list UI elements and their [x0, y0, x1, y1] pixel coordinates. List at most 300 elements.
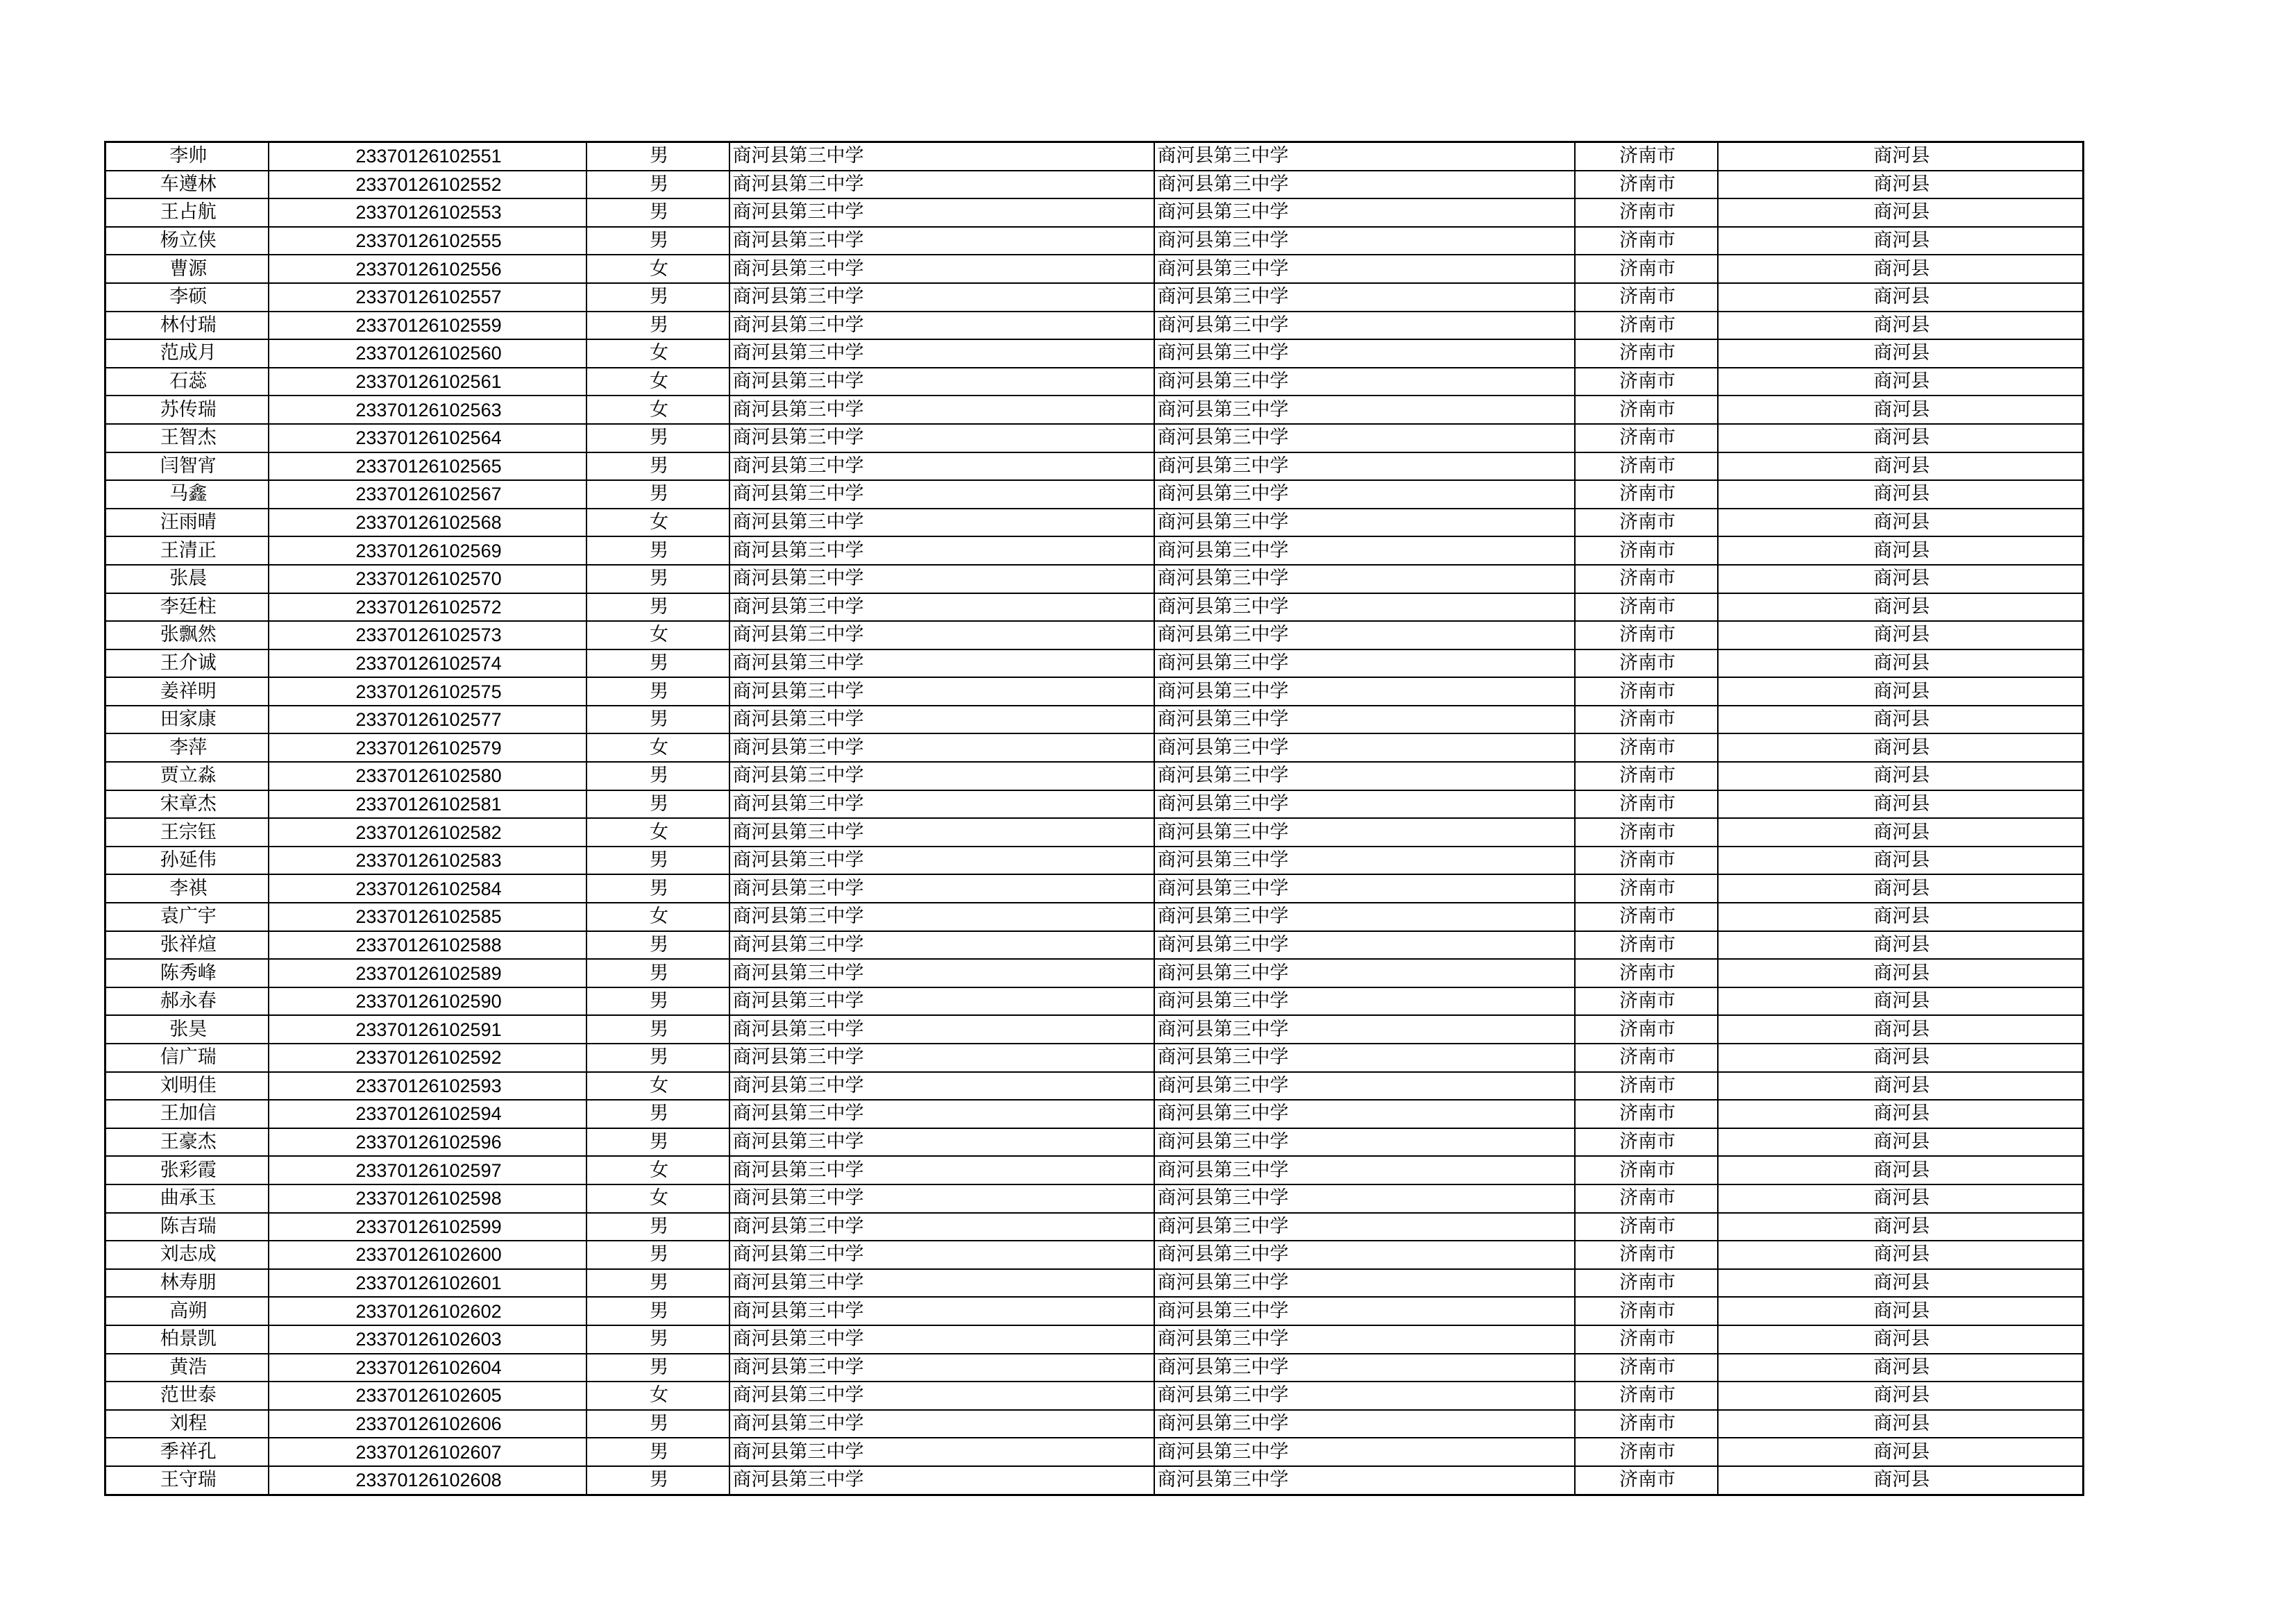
county-cell: 商河县	[1718, 874, 2084, 903]
roster-table	[104, 141, 2084, 1496]
city-cell: 济南市	[1575, 1156, 1718, 1184]
school-cell: 商河县第三中学	[729, 1297, 1154, 1325]
city-cell: 济南市	[1575, 565, 1718, 593]
school-cell: 商河县第三中学	[729, 1184, 1154, 1213]
exam-site-cell: 商河县第三中学	[1154, 959, 1575, 987]
student-name-cell: 张彩霞	[105, 1156, 269, 1184]
county-cell: 商河县	[1718, 959, 2084, 987]
exam-number-cell: 23370126102588	[269, 931, 586, 960]
city-cell: 济南市	[1575, 1213, 1718, 1241]
gender-cell: 男	[586, 649, 729, 678]
exam-number-cell: 23370126102559	[269, 312, 586, 340]
exam-number-cell: 23370126102601	[269, 1269, 586, 1298]
exam-number-cell: 23370126102575	[269, 677, 586, 706]
county-cell: 商河县	[1718, 593, 2084, 622]
exam-site-cell: 商河县第三中学	[1154, 424, 1575, 452]
table-row	[105, 790, 2084, 819]
exam-site-cell: 商河县第三中学	[1154, 396, 1575, 424]
exam-site-cell: 商河县第三中学	[1154, 1241, 1575, 1269]
exam-site-cell: 商河县第三中学	[1154, 255, 1575, 283]
school-cell: 商河县第三中学	[729, 818, 1154, 847]
table-row	[105, 903, 2084, 931]
exam-site-cell: 商河县第三中学	[1154, 227, 1575, 255]
student-name-cell: 李硕	[105, 283, 269, 312]
student-name-cell: 曲承玉	[105, 1184, 269, 1213]
exam-number-cell: 23370126102589	[269, 959, 586, 987]
gender-cell: 男	[586, 959, 729, 987]
county-cell: 商河县	[1718, 1241, 2084, 1269]
table-row	[105, 649, 2084, 678]
exam-number-cell: 23370126102599	[269, 1213, 586, 1241]
school-cell: 商河县第三中学	[729, 1100, 1154, 1128]
gender-cell: 男	[586, 312, 729, 340]
gender-cell: 男	[586, 452, 729, 481]
gender-cell: 女	[586, 339, 729, 368]
county-cell: 商河县	[1718, 1128, 2084, 1157]
table-row	[105, 480, 2084, 509]
county-cell: 商河县	[1718, 1015, 2084, 1044]
student-name-cell: 孙延伟	[105, 847, 269, 875]
gender-cell: 男	[586, 931, 729, 960]
school-cell: 商河县第三中学	[729, 339, 1154, 368]
city-cell: 济南市	[1575, 903, 1718, 931]
table-row	[105, 874, 2084, 903]
city-cell: 济南市	[1575, 706, 1718, 734]
county-cell: 商河县	[1718, 536, 2084, 565]
city-cell: 济南市	[1575, 227, 1718, 255]
county-cell: 商河县	[1718, 1044, 2084, 1072]
exam-site-cell: 商河县第三中学	[1154, 649, 1575, 678]
exam-number-cell: 23370126102581	[269, 790, 586, 819]
exam-number-cell: 23370126102567	[269, 480, 586, 509]
table-row	[105, 733, 2084, 762]
city-cell: 济南市	[1575, 1072, 1718, 1101]
exam-number-cell: 23370126102552	[269, 171, 586, 199]
exam-number-cell: 23370126102577	[269, 706, 586, 734]
student-name-cell: 汪雨晴	[105, 509, 269, 537]
student-name-cell: 石蕊	[105, 368, 269, 396]
school-cell: 商河县第三中学	[729, 198, 1154, 227]
exam-number-cell: 23370126102570	[269, 565, 586, 593]
exam-number-cell: 23370126102592	[269, 1044, 586, 1072]
exam-site-cell: 商河县第三中学	[1154, 1438, 1575, 1466]
city-cell: 济南市	[1575, 424, 1718, 452]
exam-site-cell: 商河县第三中学	[1154, 142, 1575, 171]
exam-site-cell: 商河县第三中学	[1154, 931, 1575, 960]
exam-number-cell: 23370126102573	[269, 621, 586, 649]
county-cell: 商河县	[1718, 283, 2084, 312]
exam-site-cell: 商河县第三中学	[1154, 677, 1575, 706]
exam-site-cell: 商河县第三中学	[1154, 312, 1575, 340]
exam-site-cell: 商河县第三中学	[1154, 706, 1575, 734]
school-cell: 商河县第三中学	[729, 762, 1154, 790]
county-cell: 商河县	[1718, 1184, 2084, 1213]
city-cell: 济南市	[1575, 1015, 1718, 1044]
exam-site-cell: 商河县第三中学	[1154, 733, 1575, 762]
school-cell: 商河县第三中学	[729, 227, 1154, 255]
exam-site-cell: 商河县第三中学	[1154, 874, 1575, 903]
gender-cell: 男	[586, 227, 729, 255]
exam-number-cell: 23370126102584	[269, 874, 586, 903]
student-name-cell: 李萍	[105, 733, 269, 762]
gender-cell: 男	[586, 1297, 729, 1325]
county-cell: 商河县	[1718, 424, 2084, 452]
school-cell: 商河县第三中学	[729, 847, 1154, 875]
roster-table-body	[105, 142, 2084, 1495]
city-cell: 济南市	[1575, 1241, 1718, 1269]
student-name-cell: 王守瑞	[105, 1466, 269, 1495]
school-cell: 商河县第三中学	[729, 1213, 1154, 1241]
exam-number-cell: 23370126102604	[269, 1354, 586, 1382]
city-cell: 济南市	[1575, 931, 1718, 960]
exam-site-cell: 商河县第三中学	[1154, 1297, 1575, 1325]
school-cell: 商河县第三中学	[729, 1410, 1154, 1438]
student-name-cell: 林寿朋	[105, 1269, 269, 1298]
school-cell: 商河县第三中学	[729, 790, 1154, 819]
exam-site-cell: 商河县第三中学	[1154, 368, 1575, 396]
gender-cell: 男	[586, 790, 729, 819]
gender-cell: 女	[586, 1156, 729, 1184]
student-name-cell: 姜祥明	[105, 677, 269, 706]
school-cell: 商河县第三中学	[729, 480, 1154, 509]
school-cell: 商河县第三中学	[729, 1354, 1154, 1382]
table-row	[105, 312, 2084, 340]
exam-number-cell: 23370126102582	[269, 818, 586, 847]
gender-cell: 男	[586, 1213, 729, 1241]
school-cell: 商河县第三中学	[729, 396, 1154, 424]
school-cell: 商河县第三中学	[729, 1072, 1154, 1101]
gender-cell: 男	[586, 1354, 729, 1382]
table-row	[105, 931, 2084, 960]
exam-number-cell: 23370126102596	[269, 1128, 586, 1157]
gender-cell: 女	[586, 1184, 729, 1213]
county-cell: 商河县	[1718, 1269, 2084, 1298]
gender-cell: 女	[586, 903, 729, 931]
student-name-cell: 刘程	[105, 1410, 269, 1438]
table-row	[105, 1015, 2084, 1044]
gender-cell: 男	[586, 424, 729, 452]
student-name-cell: 李祺	[105, 874, 269, 903]
table-row	[105, 452, 2084, 481]
county-cell: 商河县	[1718, 198, 2084, 227]
county-cell: 商河县	[1718, 1438, 2084, 1466]
city-cell: 济南市	[1575, 1128, 1718, 1157]
table-row	[105, 677, 2084, 706]
table-row	[105, 255, 2084, 283]
school-cell: 商河县第三中学	[729, 1128, 1154, 1157]
school-cell: 商河县第三中学	[729, 283, 1154, 312]
exam-site-cell: 商河县第三中学	[1154, 762, 1575, 790]
county-cell: 商河县	[1718, 1213, 2084, 1241]
city-cell: 济南市	[1575, 1269, 1718, 1298]
table-row	[105, 1184, 2084, 1213]
school-cell: 商河县第三中学	[729, 593, 1154, 622]
student-name-cell: 李帅	[105, 142, 269, 171]
county-cell: 商河县	[1718, 480, 2084, 509]
school-cell: 商河县第三中学	[729, 452, 1154, 481]
school-cell: 商河县第三中学	[729, 312, 1154, 340]
exam-number-cell: 23370126102561	[269, 368, 586, 396]
gender-cell: 男	[586, 565, 729, 593]
student-name-cell: 王介诚	[105, 649, 269, 678]
table-row	[105, 1325, 2084, 1354]
table-row	[105, 621, 2084, 649]
student-name-cell: 苏传瑞	[105, 396, 269, 424]
county-cell: 商河县	[1718, 171, 2084, 199]
school-cell: 商河县第三中学	[729, 677, 1154, 706]
student-name-cell: 曹源	[105, 255, 269, 283]
exam-site-cell: 商河县第三中学	[1154, 480, 1575, 509]
exam-site-cell: 商河县第三中学	[1154, 1269, 1575, 1298]
county-cell: 商河县	[1718, 733, 2084, 762]
city-cell: 济南市	[1575, 452, 1718, 481]
gender-cell: 女	[586, 621, 729, 649]
exam-number-cell: 23370126102606	[269, 1410, 586, 1438]
student-name-cell: 郝永春	[105, 987, 269, 1016]
gender-cell: 男	[586, 198, 729, 227]
city-cell: 济南市	[1575, 509, 1718, 537]
city-cell: 济南市	[1575, 255, 1718, 283]
student-name-cell: 王智杰	[105, 424, 269, 452]
gender-cell: 男	[586, 142, 729, 171]
gender-cell: 女	[586, 818, 729, 847]
table-row	[105, 396, 2084, 424]
exam-number-cell: 23370126102551	[269, 142, 586, 171]
county-cell: 商河县	[1718, 1382, 2084, 1410]
student-name-cell: 刘志成	[105, 1241, 269, 1269]
school-cell: 商河县第三中学	[729, 1015, 1154, 1044]
county-cell: 商河县	[1718, 706, 2084, 734]
exam-site-cell: 商河县第三中学	[1154, 283, 1575, 312]
gender-cell: 男	[586, 762, 729, 790]
county-cell: 商河县	[1718, 1410, 2084, 1438]
school-cell: 商河县第三中学	[729, 565, 1154, 593]
exam-number-cell: 23370126102579	[269, 733, 586, 762]
school-cell: 商河县第三中学	[729, 1241, 1154, 1269]
county-cell: 商河县	[1718, 452, 2084, 481]
table-row	[105, 1354, 2084, 1382]
school-cell: 商河县第三中学	[729, 621, 1154, 649]
exam-site-cell: 商河县第三中学	[1154, 1382, 1575, 1410]
school-cell: 商河县第三中学	[729, 255, 1154, 283]
exam-number-cell: 23370126102564	[269, 424, 586, 452]
exam-site-cell: 商河县第三中学	[1154, 565, 1575, 593]
exam-site-cell: 商河县第三中学	[1154, 536, 1575, 565]
table-row	[105, 1100, 2084, 1128]
student-name-cell: 陈吉瑞	[105, 1213, 269, 1241]
exam-site-cell: 商河县第三中学	[1154, 1015, 1575, 1044]
city-cell: 济南市	[1575, 1382, 1718, 1410]
city-cell: 济南市	[1575, 368, 1718, 396]
gender-cell: 女	[586, 733, 729, 762]
county-cell: 商河县	[1718, 1072, 2084, 1101]
table-row	[105, 198, 2084, 227]
student-name-cell: 范世泰	[105, 1382, 269, 1410]
exam-number-cell: 23370126102607	[269, 1438, 586, 1466]
table-row	[105, 706, 2084, 734]
school-cell: 商河县第三中学	[729, 509, 1154, 537]
exam-site-cell: 商河县第三中学	[1154, 847, 1575, 875]
city-cell: 济南市	[1575, 312, 1718, 340]
student-name-cell: 袁广宇	[105, 903, 269, 931]
county-cell: 商河县	[1718, 1156, 2084, 1184]
school-cell: 商河县第三中学	[729, 171, 1154, 199]
exam-number-cell: 23370126102560	[269, 339, 586, 368]
table-row	[105, 847, 2084, 875]
gender-cell: 男	[586, 536, 729, 565]
county-cell: 商河县	[1718, 1325, 2084, 1354]
table-row	[105, 959, 2084, 987]
exam-number-cell: 23370126102580	[269, 762, 586, 790]
county-cell: 商河县	[1718, 509, 2084, 537]
gender-cell: 男	[586, 677, 729, 706]
school-cell: 商河县第三中学	[729, 874, 1154, 903]
city-cell: 济南市	[1575, 1184, 1718, 1213]
table-row	[105, 171, 2084, 199]
county-cell: 商河县	[1718, 931, 2084, 960]
table-row	[105, 1128, 2084, 1157]
student-name-cell: 黄浩	[105, 1354, 269, 1382]
gender-cell: 女	[586, 1382, 729, 1410]
table-row	[105, 1382, 2084, 1410]
city-cell: 济南市	[1575, 1325, 1718, 1354]
student-name-cell: 王清正	[105, 536, 269, 565]
county-cell: 商河县	[1718, 818, 2084, 847]
gender-cell: 男	[586, 171, 729, 199]
gender-cell: 男	[586, 480, 729, 509]
table-row	[105, 987, 2084, 1016]
table-row	[105, 593, 2084, 622]
county-cell: 商河县	[1718, 903, 2084, 931]
city-cell: 济南市	[1575, 1438, 1718, 1466]
exam-site-cell: 商河县第三中学	[1154, 339, 1575, 368]
county-cell: 商河县	[1718, 1100, 2084, 1128]
gender-cell: 男	[586, 1438, 729, 1466]
table-row	[105, 339, 2084, 368]
city-cell: 济南市	[1575, 480, 1718, 509]
student-name-cell: 张飘然	[105, 621, 269, 649]
student-name-cell: 张祥煊	[105, 931, 269, 960]
exam-site-cell: 商河县第三中学	[1154, 1184, 1575, 1213]
gender-cell: 男	[586, 1044, 729, 1072]
exam-site-cell: 商河县第三中学	[1154, 621, 1575, 649]
county-cell: 商河县	[1718, 255, 2084, 283]
county-cell: 商河县	[1718, 677, 2084, 706]
student-name-cell: 范成月	[105, 339, 269, 368]
exam-number-cell: 23370126102572	[269, 593, 586, 622]
gender-cell: 男	[586, 1241, 729, 1269]
exam-site-cell: 商河县第三中学	[1154, 790, 1575, 819]
exam-number-cell: 23370126102569	[269, 536, 586, 565]
county-cell: 商河县	[1718, 762, 2084, 790]
city-cell: 济南市	[1575, 649, 1718, 678]
student-name-cell: 王豪杰	[105, 1128, 269, 1157]
county-cell: 商河县	[1718, 1354, 2084, 1382]
table-row	[105, 1213, 2084, 1241]
city-cell: 济南市	[1575, 621, 1718, 649]
gender-cell: 男	[586, 1015, 729, 1044]
student-name-cell: 闫智宵	[105, 452, 269, 481]
city-cell: 济南市	[1575, 1100, 1718, 1128]
gender-cell: 女	[586, 396, 729, 424]
city-cell: 济南市	[1575, 283, 1718, 312]
county-cell: 商河县	[1718, 621, 2084, 649]
school-cell: 商河县第三中学	[729, 536, 1154, 565]
table-row	[105, 818, 2084, 847]
school-cell: 商河县第三中学	[729, 733, 1154, 762]
table-row	[105, 509, 2084, 537]
student-name-cell: 信广瑞	[105, 1044, 269, 1072]
gender-cell: 男	[586, 874, 729, 903]
city-cell: 济南市	[1575, 847, 1718, 875]
table-row	[105, 1156, 2084, 1184]
table-row	[105, 1438, 2084, 1466]
gender-cell: 男	[586, 1410, 729, 1438]
gender-cell: 女	[586, 1072, 729, 1101]
gender-cell: 女	[586, 509, 729, 537]
exam-site-cell: 商河县第三中学	[1154, 1466, 1575, 1495]
table-row	[105, 536, 2084, 565]
gender-cell: 男	[586, 1269, 729, 1298]
exam-number-cell: 23370126102568	[269, 509, 586, 537]
exam-site-cell: 商河县第三中学	[1154, 1044, 1575, 1072]
exam-site-cell: 商河县第三中学	[1154, 1354, 1575, 1382]
county-cell: 商河县	[1718, 847, 2084, 875]
county-cell: 商河县	[1718, 339, 2084, 368]
student-name-cell: 田家康	[105, 706, 269, 734]
exam-number-cell: 23370126102574	[269, 649, 586, 678]
exam-number-cell: 23370126102593	[269, 1072, 586, 1101]
exam-site-cell: 商河县第三中学	[1154, 903, 1575, 931]
county-cell: 商河县	[1718, 312, 2084, 340]
gender-cell: 男	[586, 1128, 729, 1157]
exam-number-cell: 23370126102602	[269, 1297, 586, 1325]
school-cell: 商河县第三中学	[729, 1466, 1154, 1495]
exam-number-cell: 23370126102583	[269, 847, 586, 875]
student-name-cell: 王占航	[105, 198, 269, 227]
city-cell: 济南市	[1575, 1297, 1718, 1325]
exam-site-cell: 商河县第三中学	[1154, 509, 1575, 537]
gender-cell: 男	[586, 593, 729, 622]
county-cell: 商河县	[1718, 1297, 2084, 1325]
exam-number-cell: 23370126102557	[269, 283, 586, 312]
school-cell: 商河县第三中学	[729, 1382, 1154, 1410]
school-cell: 商河县第三中学	[729, 959, 1154, 987]
city-cell: 济南市	[1575, 396, 1718, 424]
table-row	[105, 762, 2084, 790]
table-row	[105, 227, 2084, 255]
student-name-cell: 宋章杰	[105, 790, 269, 819]
student-name-cell: 柏景凯	[105, 1325, 269, 1354]
gender-cell: 男	[586, 847, 729, 875]
student-name-cell: 贾立淼	[105, 762, 269, 790]
gender-cell: 女	[586, 368, 729, 396]
exam-number-cell: 23370126102608	[269, 1466, 586, 1495]
school-cell: 商河县第三中学	[729, 424, 1154, 452]
student-name-cell: 陈秀峰	[105, 959, 269, 987]
city-cell: 济南市	[1575, 987, 1718, 1016]
exam-site-cell: 商河县第三中学	[1154, 452, 1575, 481]
county-cell: 商河县	[1718, 565, 2084, 593]
student-name-cell: 王宗钰	[105, 818, 269, 847]
table-row	[105, 1410, 2084, 1438]
school-cell: 商河县第三中学	[729, 931, 1154, 960]
county-cell: 商河县	[1718, 790, 2084, 819]
county-cell: 商河县	[1718, 368, 2084, 396]
gender-cell: 男	[586, 1100, 729, 1128]
school-cell: 商河县第三中学	[729, 987, 1154, 1016]
exam-site-cell: 商河县第三中学	[1154, 1213, 1575, 1241]
